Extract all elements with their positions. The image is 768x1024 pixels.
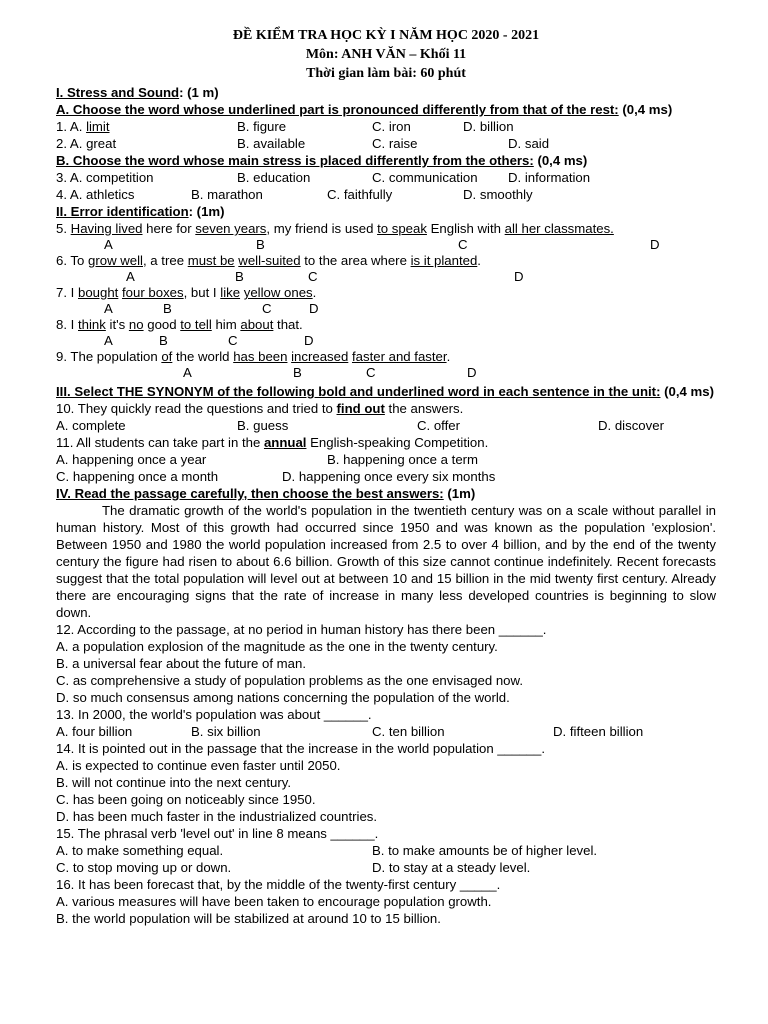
q10-keyword: find out (336, 401, 385, 416)
question-2 (56, 135, 716, 152)
label-c: C (366, 365, 376, 380)
q13-option-c: C. ten billion (372, 724, 445, 739)
q9-text: 9. The population (56, 349, 162, 364)
question-13: 13. In 2000, the world's population was about ______. (56, 707, 372, 722)
q4-option-d: D. smoothly (463, 187, 533, 202)
q16-option-a: A. various measures will have been taken to encourage population growth. (56, 894, 492, 909)
reading-passage: The dramatic growth of the world's population in the twentieth century was on a scale without parallel in human history. Most of this growth had occurred since 1950 and was known as the population 'explosion'. Between 1950 and 1980 the world population increased from 2.5 to over 4 billion, and by the end of the twenty century the figure had risen to about 6.6 billion. Growth of this size cannot continue indefinitely. Recent forecasts suggest that the total population will level out at between 10 and 15 billion in the mid twenty first century. Already there are encouraging signs that the rate of increase in many less developed countries is beginning to slow down. (56, 503, 716, 620)
exam-subject: Môn: ANH VĂN – Khối 11 (305, 47, 467, 62)
q4-option-b: B. marathon (191, 187, 263, 202)
q8-text: 8. I (56, 317, 78, 332)
q1-option-b: B. figure (237, 119, 287, 134)
q15-option-a: A. to make something equal. (56, 843, 224, 858)
section-1-title: I. Stress and Sound (56, 85, 180, 100)
question-8 (56, 316, 716, 333)
q2-option-b: B. available (237, 136, 306, 151)
q12-option-d: D. so much consensus among nations concerning the population of the world. (56, 690, 510, 705)
label-a: A (126, 269, 135, 284)
label-b: B (159, 333, 168, 348)
q6-part-d: is it planted (410, 253, 478, 268)
label-a: A (104, 301, 113, 316)
q11-option-b: B. happening once a term (327, 452, 479, 467)
q14-option-d: D. has been much faster in the industrialized countries. (56, 809, 378, 824)
q1-option-c: C. iron (372, 119, 411, 134)
q8-part-a: think (78, 317, 106, 332)
section-3-title: III. Select THE SYNONYM of the following bold and underlined word in each sentence in the unit: (56, 384, 661, 399)
q5-part-c: to speak (377, 221, 427, 236)
q10-option-c: C. offer (417, 418, 461, 433)
label-a: A (104, 333, 113, 348)
q8-text: it's (105, 317, 129, 332)
q6-text: 6. To (56, 253, 89, 268)
q3-option-b: B. education (237, 170, 311, 185)
q7-part-c: like (220, 285, 241, 300)
q12-option-c: C. as comprehensive a study of population problems as the one envisaged now. (56, 673, 523, 688)
q11-option-d: D. happening once every six months (282, 469, 496, 484)
section-4-points: (1m) (443, 486, 476, 501)
q11-option-a: A. happening once a year (56, 452, 207, 467)
question-15: 15. The phrasal verb 'level out' in line 8 means ______. (56, 826, 379, 841)
label-d: D (514, 269, 524, 284)
q6-text: , a tree (142, 253, 188, 268)
q6-text: to the area where (300, 253, 411, 268)
q4-option-c: C. faithfully (327, 187, 393, 202)
q5-part-d: all her classmates. (504, 221, 614, 236)
label-c: C (458, 237, 468, 252)
q13-option-b: B. six billion (191, 724, 261, 739)
q8-text: him (211, 317, 241, 332)
q8-part-d: about (240, 317, 274, 332)
q12-option-a: A. a population explosion of the magnitude as the one in the twenty century. (56, 639, 498, 654)
q3-option-d: D. information (508, 170, 591, 185)
q7-part-b: four boxes (122, 285, 184, 300)
exam-time: Thời gian làm bài: 60 phút (306, 66, 466, 81)
label-d: D (650, 237, 660, 252)
q7-labels (56, 301, 716, 316)
q6-part-c: well-suited (238, 253, 301, 268)
section-1-heading (56, 84, 716, 101)
q8-labels (56, 333, 716, 348)
q16-option-b: B. the world population will be stabilized at around 10 to 15 billion. (56, 911, 441, 926)
q14-option-c: C. has been going on noticeably since 1950. (56, 792, 316, 807)
q2-a-word: great (86, 136, 117, 151)
label-d: D (304, 333, 314, 348)
question-6 (56, 252, 716, 269)
question-15-options-2 (56, 859, 716, 876)
q5-labels (56, 237, 716, 252)
section-2-title: II. Error identification (56, 204, 189, 219)
question-5 (56, 220, 716, 237)
question-14: 14. It is pointed out in the passage that the increase in the world population ______. (56, 741, 546, 756)
q4-option-a: 4. A. athletics (56, 187, 135, 202)
q7-part-d: yellow ones (243, 285, 313, 300)
section-3-points: (0,4 ms) (660, 384, 714, 399)
q13-option-d: D. fifteen billion (553, 724, 644, 739)
exam-page (56, 26, 716, 927)
q12-option-b: B. a universal fear about the future of man. (56, 656, 306, 671)
q5-part-b: seven years (195, 221, 267, 236)
label-c: C (308, 269, 318, 284)
q10-option-a: A. complete (56, 418, 126, 433)
q14-option-a: A. is expected to continue even faster until 2050. (56, 758, 341, 773)
q8-part-b: no (128, 317, 144, 332)
section-1a-heading (56, 101, 716, 118)
q7-part-a: bought (78, 285, 119, 300)
q2-option-c: C. raise (372, 136, 418, 151)
label-c: C (228, 333, 238, 348)
q15-option-d: D. to stay at a steady level. (372, 860, 531, 875)
q1-option-d: D. billion (463, 119, 514, 134)
label-a: A (183, 365, 192, 380)
section-4-heading (56, 485, 716, 502)
q9-part-d: faster and faster (351, 349, 447, 364)
q10-text: 10. They quickly read the questions and tried to (56, 401, 337, 416)
q6-part-a: grow well (88, 253, 143, 268)
question-13-options (56, 723, 716, 740)
q1-number: 1. A. (56, 119, 87, 134)
q3-option-c: C. communication (372, 170, 478, 185)
q9-part-b: has been (233, 349, 288, 364)
section-2-heading (56, 203, 716, 220)
q2-number: 2. A. (56, 136, 87, 151)
section-4-title: IV. Read the passage carefully, then choose the best answers: (56, 486, 444, 501)
q9-text: the world (172, 349, 234, 364)
q7-text: 7. I (56, 285, 78, 300)
question-4 (56, 186, 716, 203)
section-1b-points: (0,4 ms) (533, 153, 588, 168)
section-2-points: : (1m) (188, 204, 225, 219)
q10-option-b: B. guess (237, 418, 289, 433)
q1-option-a (56, 118, 110, 135)
exam-title: ĐỀ KIỂM TRA HỌC KỲ I NĂM HỌC 2020 - 2021 (232, 28, 540, 43)
label-b: B (235, 269, 244, 284)
q11-keyword: annual (263, 435, 307, 450)
q5-text: English with (426, 221, 505, 236)
q7-text: . (312, 285, 317, 300)
q1-a-word: limit (86, 119, 110, 134)
question-12: 12. According to the passage, at no period in human history has there been ______. (56, 622, 547, 637)
q8-part-c: to tell (180, 317, 212, 332)
q6-text: . (477, 253, 481, 268)
q9-part-a: of (161, 349, 173, 364)
question-10 (56, 400, 716, 417)
label-a: A (104, 237, 113, 252)
label-d: D (309, 301, 319, 316)
q9-text: . (446, 349, 451, 364)
label-b: B (163, 301, 172, 316)
q2-option-d: D. said (508, 136, 550, 151)
q5-text: , my friend is used (266, 221, 378, 236)
question-7 (56, 284, 716, 301)
q9-part-c: increased (291, 349, 349, 364)
section-1-points: : (1 m) (179, 85, 219, 100)
question-10-options (56, 417, 716, 434)
label-b: B (293, 365, 302, 380)
q13-option-a: A. four billion (56, 724, 133, 739)
question-16: 16. It has been forecast that, by the middle of the twenty-first century _____. (56, 877, 501, 892)
label-b: B (256, 237, 265, 252)
q14-option-b: B. will not continue into the next century. (56, 775, 292, 790)
q3-option-a: 3. A. competition (56, 170, 154, 185)
section-1b-heading (56, 152, 716, 169)
q11-option-c: C. happening once a month (56, 469, 219, 484)
q10-option-d: D. discover (598, 418, 664, 433)
question-3 (56, 169, 716, 186)
q2-option-a (56, 135, 116, 152)
section-1a-title: A. Choose the word whose underlined part is pronounced differently from that of the rest: (56, 102, 619, 117)
q9-labels (56, 365, 716, 380)
q8-text: good (143, 317, 181, 332)
label-d: D (467, 365, 477, 380)
q11-text: 11. All students can take part in the (56, 435, 264, 450)
question-11-options-1 (56, 451, 716, 468)
q7-text: , but I (183, 285, 221, 300)
label-c: C (262, 301, 272, 316)
q6-labels (56, 269, 716, 284)
question-11-options-2 (56, 468, 716, 485)
section-1b-title: B. Choose the word whose main stress is placed differently from the others: (56, 153, 534, 168)
q6-part-b: must be (187, 253, 235, 268)
q5-text: 5. (56, 221, 71, 236)
section-1a-points: (0,4 ms) (618, 102, 673, 117)
question-9 (56, 348, 716, 365)
question-11 (56, 434, 716, 451)
question-15-options-1 (56, 842, 716, 859)
q5-part-a: Having lived (70, 221, 143, 236)
question-1 (56, 118, 716, 135)
q8-text: that. (273, 317, 303, 332)
q11-text: English-speaking Competition. (306, 435, 489, 450)
q10-text: the answers. (384, 401, 464, 416)
q15-option-b: B. to make amounts be of higher level. (372, 843, 598, 858)
q5-text: here for (142, 221, 196, 236)
q15-option-c: C. to stop moving up or down. (56, 860, 232, 875)
section-3-heading (56, 383, 716, 400)
